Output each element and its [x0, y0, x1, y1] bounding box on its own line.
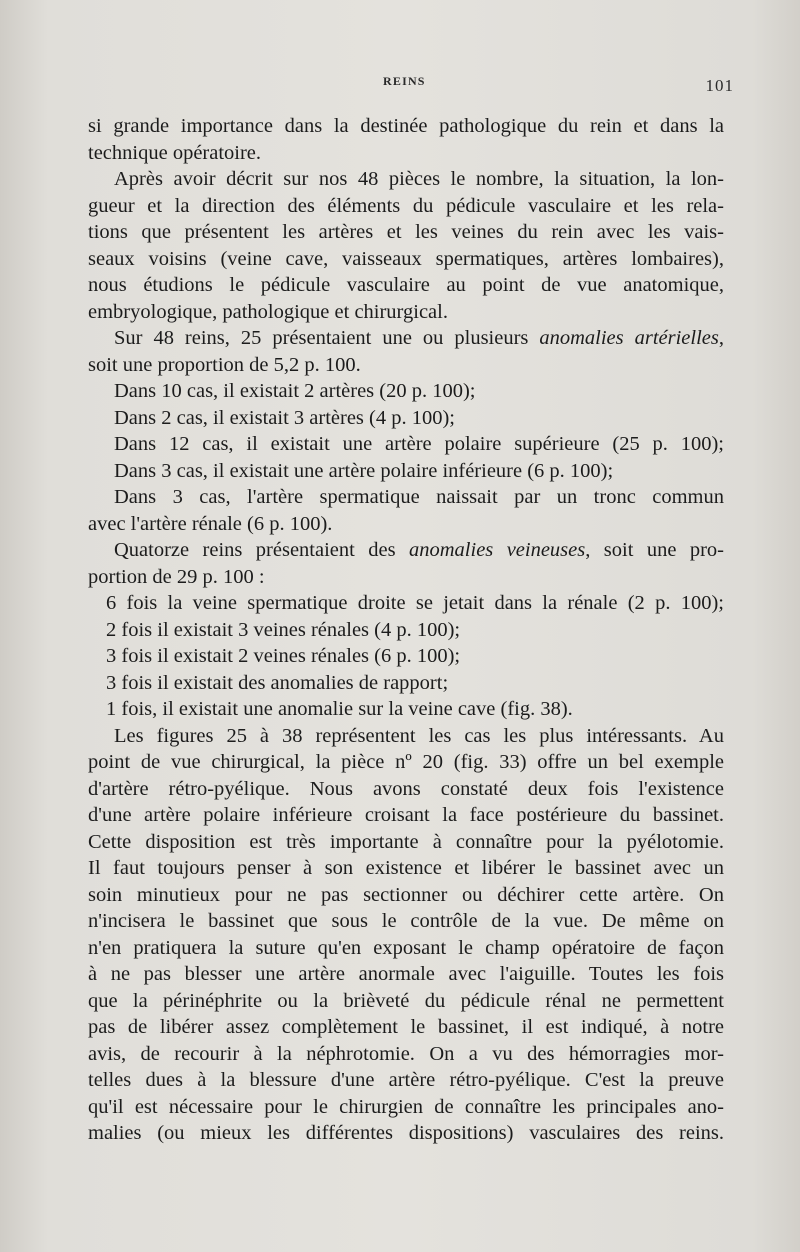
text-line: que la périnéphrite ou la brièveté du pédicule rénal ne permettent	[88, 989, 724, 1012]
line-text: , soit une pro-	[585, 539, 724, 561]
text-line: d'une artère polaire inférieure croisant la face postérieure du bassinet.	[88, 804, 724, 826]
text-line: Dans 10 cas, il existait 2 artères (20 p. 100);	[114, 380, 476, 402]
text-line: nous étudions le pédicule vasculaire au point de vue anatomique,	[88, 274, 724, 296]
text-line: à ne pas blesser une artère anormale avec l'aiguille. Toutes les fois	[88, 963, 724, 985]
text-line: portion de 29 p. 100 :	[88, 565, 265, 588]
text-line: avis, de recourir à la néphrotomie. On a vu des hémorragies mor-	[88, 1042, 724, 1065]
text-line: Il faut toujours penser à son existence et libérer le bassinet avec un	[88, 857, 724, 879]
text-line: avec l'artère rénale (6 p. 100).	[88, 512, 333, 535]
text-line: Dans 3 cas, il existait une artère polaire inférieure (6 p. 100);	[114, 459, 614, 482]
text-line: telles dues à la blessure d'une artère rétro-pyélique. C'est la preuve	[88, 1069, 724, 1091]
line-text: Quatorze reins présentaient des	[114, 539, 409, 561]
text-line: seaux voisins (veine cave, vaisseaux spermatiques, artères lombaires),	[88, 247, 724, 270]
text-line	[88, 325, 724, 352]
text-line: soit une proportion de 5,2 p. 100.	[88, 353, 361, 376]
running-title: REINS	[383, 74, 426, 88]
text-line: 1 fois, il existait une anomalie sur la veine cave (fig. 38).	[106, 698, 573, 720]
text-line: Dans 12 cas, il existait une artère polaire supérieure (25 p. 100);	[114, 433, 724, 455]
text-line: Dans 3 cas, l'artère spermatique naissait par un tronc commun	[114, 486, 724, 508]
text-line: si grande importance dans la destinée pathologique du rein et dans la	[88, 115, 724, 137]
text-line: point de vue chirurgical, la pièce nº 20 (fig. 33) offre un bel exemple	[88, 751, 724, 773]
text-line: 6 fois la veine spermatique droite se jetait dans la rénale (2 p. 100);	[106, 592, 724, 614]
text-line: 3 fois il existait des anomalies de rapport;	[106, 671, 449, 694]
text-line: technique opératoire.	[88, 141, 262, 164]
line-text: ,	[718, 327, 724, 349]
page-number: 101	[705, 76, 734, 95]
text-line: n'en pratiquera la suture qu'en exposant le champ opératoire de façon	[88, 936, 724, 959]
text-line	[88, 537, 724, 564]
text-line: Les figures 25 à 38 représentent les cas les plus intéressants. Au	[114, 724, 724, 747]
italic-term: anomalies veineuses	[409, 539, 586, 561]
text-line: d'artère rétro-pyélique. Nous avons constaté deux fois l'existence	[88, 777, 724, 800]
text-line: gueur et la direction des éléments du pédicule vasculaire et les rela-	[88, 194, 724, 217]
text-line: malies (ou mieux les différentes dispositions) vasculaires des reins.	[88, 1122, 724, 1144]
body-text	[88, 113, 724, 1147]
text-line: soin minutieux pour ne pas sectionner ou déchirer cette artère. On	[88, 883, 724, 906]
italic-term: anomalies artérielles	[539, 327, 719, 349]
text-line: Cette disposition est très importante à connaître pour la pyélotomie.	[88, 830, 724, 853]
text-line: 3 fois il existait 2 veines rénales (6 p. 100);	[106, 645, 461, 667]
line-text: Sur 48 reins, 25 présentaient une ou plusieurs	[114, 327, 540, 349]
text-line: tions que présentent les artères et les veines du rein avec les vais-	[88, 221, 724, 243]
text-line: Après avoir décrit sur nos 48 pièces le nombre, la situation, la lon-	[114, 168, 724, 190]
text-line: 2 fois il existait 3 veines rénales (4 p. 100);	[106, 618, 461, 641]
text-line: n'incisera le bassinet que sous le contrôle de la vue. De même on	[88, 910, 724, 932]
text-line: qu'il est nécessaire pour le chirurgien de connaître les principales ano-	[88, 1095, 724, 1118]
text-line: Dans 2 cas, il existait 3 artères (4 p. 100);	[114, 406, 456, 429]
text-line: embryologique, pathologique et chirurgical.	[88, 300, 448, 323]
text-line: pas de libérer assez complètement le bassinet, il est indiqué, à notre	[88, 1016, 724, 1038]
